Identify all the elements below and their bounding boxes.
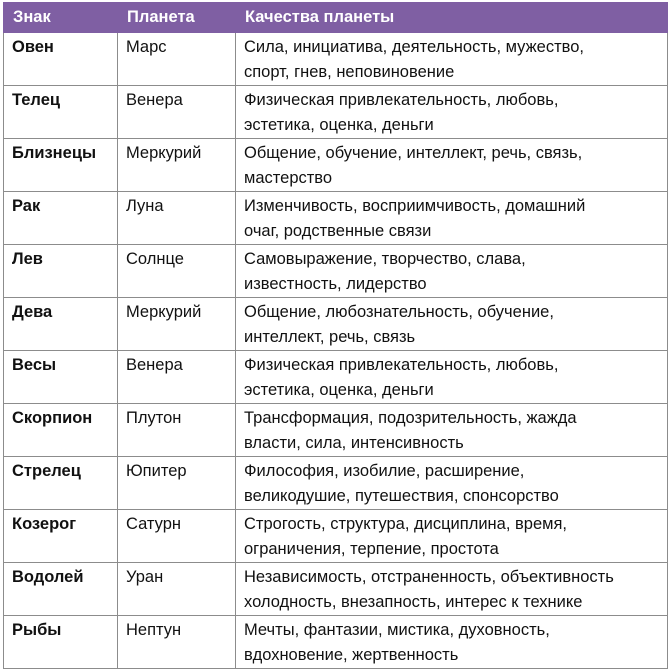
sign-cell: Овен — [4, 33, 118, 86]
table-row — [4, 404, 668, 457]
qualities-line: интеллект, речь, связь — [244, 328, 416, 346]
table-body — [4, 33, 668, 669]
qualities-line: очаг, родственные связи — [244, 222, 432, 240]
table-row — [4, 457, 668, 510]
sign-cell: Близнецы — [4, 139, 118, 192]
zodiac-planets-table — [3, 2, 668, 669]
qualities-line: холодность, внезапность, интерес к технике — [244, 593, 583, 611]
sign-cell: Стрелец — [4, 457, 118, 510]
planet-cell: Нептун — [118, 616, 236, 669]
sign-cell: Дева — [4, 298, 118, 351]
qualities-line: мастерство — [244, 169, 333, 187]
sign-cell: Весы — [4, 351, 118, 404]
qualities-line: Самовыражение, творчество, слава, — [244, 250, 526, 268]
qualities-line: Физическая привлекательность, любовь, — [244, 356, 559, 374]
qualities-cell — [236, 86, 668, 139]
table-row — [4, 192, 668, 245]
qualities-line: Строгость, структура, дисциплина, время, — [244, 515, 567, 533]
planet-cell: Венера — [118, 86, 236, 139]
planet-cell: Меркурий — [118, 298, 236, 351]
qualities-line: власти, сила, интенсивность — [244, 434, 464, 452]
qualities-cell — [236, 33, 668, 86]
header-row — [4, 3, 668, 33]
qualities-cell — [236, 616, 668, 669]
qualities-cell — [236, 139, 668, 192]
qualities-line: вдохновение, жертвенность — [244, 646, 459, 664]
table-row — [4, 616, 668, 669]
qualities-cell — [236, 510, 668, 563]
sign-cell: Скорпион — [4, 404, 118, 457]
qualities-line: ограничения, терпение, простота — [244, 540, 499, 558]
table-row — [4, 298, 668, 351]
table-row — [4, 563, 668, 616]
qualities-cell — [236, 192, 668, 245]
planet-cell: Плутон — [118, 404, 236, 457]
sign-cell: Козерог — [4, 510, 118, 563]
header-planet: Планета — [118, 3, 236, 33]
planet-cell: Венера — [118, 351, 236, 404]
qualities-cell — [236, 298, 668, 351]
table-row — [4, 86, 668, 139]
qualities-cell — [236, 351, 668, 404]
qualities-line: Сила, инициатива, деятельность, мужество, — [244, 38, 584, 56]
qualities-line: Общение, любознательность, обучение, — [244, 303, 554, 321]
qualities-line: великодушие, путешествия, спонсорство — [244, 487, 559, 505]
sign-cell: Рак — [4, 192, 118, 245]
qualities-line: Независимость, отстраненность, объективность — [244, 568, 614, 586]
qualities-line: Мечты, фантазии, мистика, духовность, — [244, 621, 550, 639]
qualities-line: спорт, гнев, неповиновение — [244, 63, 455, 81]
qualities-cell — [236, 245, 668, 298]
qualities-line: Общение, обучение, интеллект, речь, связь, — [244, 144, 583, 162]
table-row — [4, 139, 668, 192]
qualities-cell — [236, 563, 668, 616]
sign-cell: Лев — [4, 245, 118, 298]
sign-cell: Рыбы — [4, 616, 118, 669]
sign-cell: Телец — [4, 86, 118, 139]
planet-cell: Меркурий — [118, 139, 236, 192]
table-header — [4, 3, 668, 33]
planet-cell: Уран — [118, 563, 236, 616]
qualities-line: Философия, изобилие, расширение, — [244, 462, 525, 480]
table-row — [4, 245, 668, 298]
table-row — [4, 510, 668, 563]
qualities-cell — [236, 457, 668, 510]
header-sign: Знак — [4, 3, 118, 33]
planet-cell: Марс — [118, 33, 236, 86]
planet-cell: Луна — [118, 192, 236, 245]
qualities-cell — [236, 404, 668, 457]
planet-cell: Сатурн — [118, 510, 236, 563]
table-row — [4, 351, 668, 404]
table-row — [4, 33, 668, 86]
header-qualities: Качества планеты — [236, 3, 668, 33]
qualities-line: эстетика, оценка, деньги — [244, 381, 434, 399]
qualities-line: эстетика, оценка, деньги — [244, 116, 434, 134]
qualities-line: Физическая привлекательность, любовь, — [244, 91, 559, 109]
qualities-line: известность, лидерство — [244, 275, 427, 293]
planet-cell: Юпитер — [118, 457, 236, 510]
sign-cell: Водолей — [4, 563, 118, 616]
qualities-line: Изменчивость, восприимчивость, домашний — [244, 197, 586, 215]
planet-cell: Солнце — [118, 245, 236, 298]
qualities-line: Трансформация, подозрительность, жажда — [244, 409, 577, 427]
